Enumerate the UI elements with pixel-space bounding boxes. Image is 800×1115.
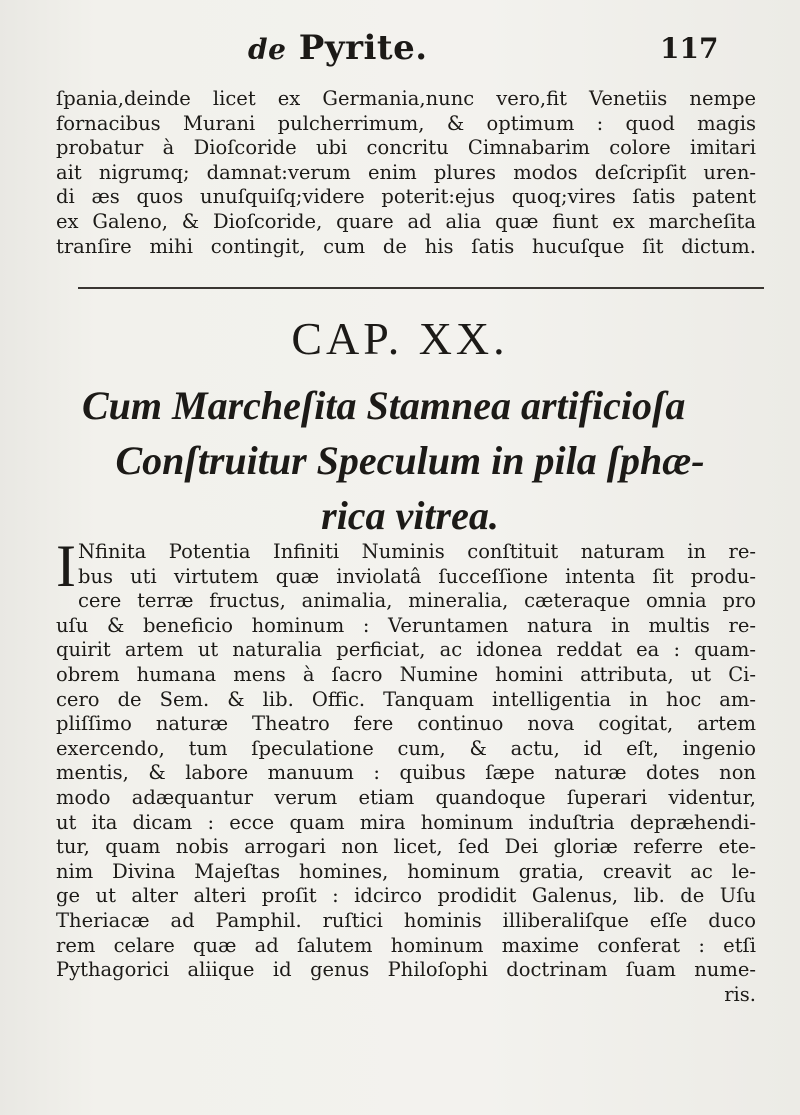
text-line: bus uti virtutem quæ inviolatâ ſucceſſione intenta ſit produ- [77,564,756,588]
chapter-title-line: Cum Marcheſita Stamnea artificioſa [82,383,686,428]
text-line: Pythagorici aliique id genus Philoſophi doctrinam ſuam nume- [56,958,756,982]
text-line: di æs quos unuſquiſq;videre poterit:ejus quoq;vires ſatis patent [56,185,756,209]
text-line: tur, quam nobis arrogari non licet, ſed Dei gloriæ referre ete- [56,835,756,859]
text-line: modo adæquantur verum etiam quandoque ſuperari videntur, [56,785,756,809]
drop-capital: I [56,533,76,599]
chapter-title-line: Conſtruitur Speculum in pila ſphæ- [115,438,705,483]
text-line: cero de Sem. & lib. Offic. Tanquam intelligentia in hoc am- [56,687,756,711]
text-line: rem celare quæ ad ſalutem hominum maxime conferat : etſi [56,933,756,957]
text-line: mentis, & labore manuum : quibus ſæpe naturæ dotes non [56,761,756,785]
text-line: Nfinita Potentia Infiniti Numinis conſtituit naturam in re- [77,540,756,563]
text-line: ſpania,deinde licet ex Germania,nunc vero,fit Venetiis nempe [56,87,756,110]
top-paragraph [56,87,756,259]
text-line: ris. [724,982,756,1006]
text-line: cere terræ fructus, animalia, mineralia, cæteraque omnia pro [77,589,756,613]
text-line: uſu & beneficio hominum : Veruntamen natura in multis re- [56,613,756,637]
text-line: fornacibus Murani pulcherrimum, & optimum : quod magis [56,111,756,135]
running-title-word: Pyrite. [298,28,428,68]
text-line: tranſire mihi contingit, cum de his ſatis hucuſque ſit dictum. [56,234,756,258]
text-line: obrem humana mens à ſacro Numine homini attributa, ut Ci- [56,662,756,686]
running-title [248,28,428,68]
text-line: nim Divina Majeſtas homines, hominum gratia, creavit ac le- [56,859,756,883]
chapter-title-line: rica vitrea. [321,493,499,538]
page-number: 117 [660,32,719,65]
text-line: exercendo, tum ſpeculatione cum, & actu, id eſt, ingenio [56,736,756,760]
chapter-title [60,378,760,543]
text-line: quirit artem ut naturalia perficiat, ac idonea reddat ea : quam- [56,638,756,662]
text-line: probatur à Dioſcoride ubi concritu Cimnabarim colore imitari [56,136,756,160]
text-line: ex Galeno, & Dioſcoride, quare ad alia quæ fiunt ex marcheſita [56,209,756,233]
text-line: ge ut alter alteri proſit : idcirco prodidit Galenus, lib. de Uſu [56,884,756,908]
running-title-prefix: de [248,33,287,66]
text-line: ut ita dicam : ecce quam mira hominum induſtria depræhendi- [56,810,756,834]
section-divider [78,287,764,289]
running-head [0,28,800,78]
text-line: ait nigrumq; damnat:verum enim plures modos deſcripſit uren- [56,160,756,184]
text-line: pliſſimo naturæ Theatro fere continuo nova cogitat, artem [56,712,756,736]
text-line: Theriacæ ad Pamphil. ruſtici hominis illiberaliſque eſſe duco [56,908,756,932]
body-paragraph [56,533,756,1007]
chapter-heading: CAP. XX. [291,313,509,364]
